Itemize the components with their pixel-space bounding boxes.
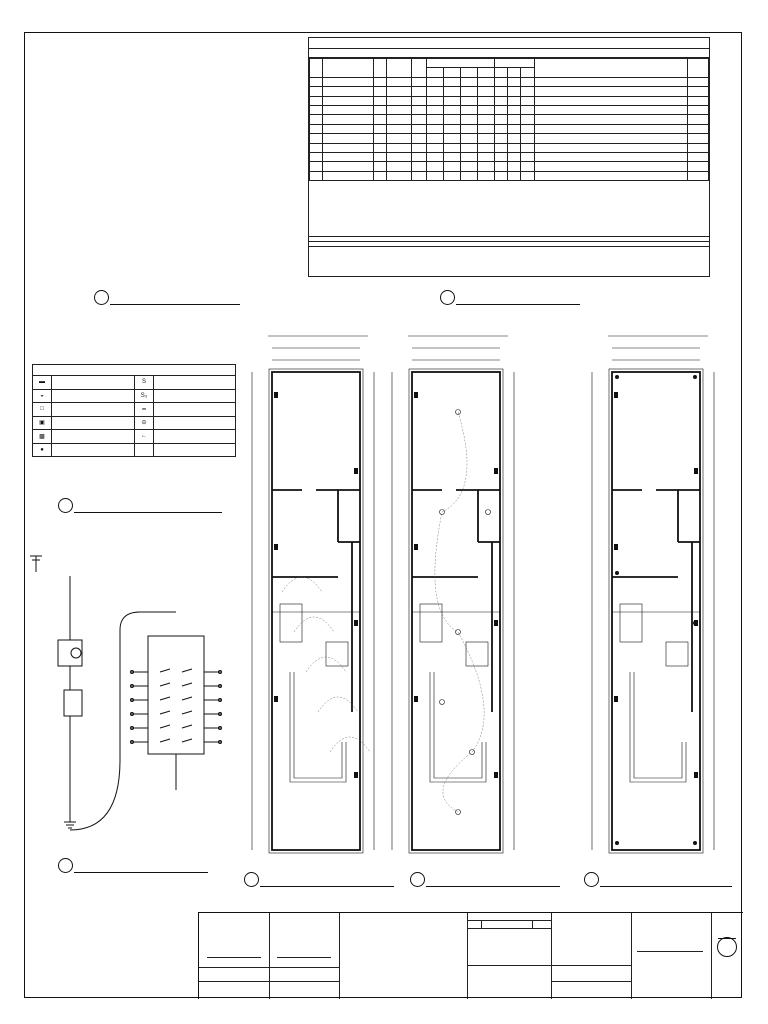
rev-col-description xyxy=(482,921,533,928)
designed-by-label xyxy=(199,913,269,917)
outlet-icon xyxy=(414,544,418,550)
outlet-icon xyxy=(414,696,418,702)
outlet-icon xyxy=(614,544,618,550)
power-circuit-run xyxy=(294,617,334,632)
designed-by-cell xyxy=(199,913,270,999)
power-circuit-run xyxy=(282,577,322,592)
hanging-lamp-icon: ⊝ xyxy=(135,416,154,430)
sheet-no-label xyxy=(711,913,741,917)
revision-cell xyxy=(467,913,552,999)
home-run-arrow-icon: ← xyxy=(135,430,154,444)
outlet-icon xyxy=(354,468,358,474)
hanging-lamp-icon xyxy=(486,510,491,515)
project-title-label xyxy=(339,913,467,917)
air-conditioning-icon: ▩ xyxy=(33,430,52,444)
power-circuit-run xyxy=(330,737,370,752)
outlet-icon xyxy=(614,696,618,702)
display-chiller-unit xyxy=(620,604,642,642)
outlet-icon xyxy=(614,392,618,398)
cctv-camera-icon xyxy=(615,841,619,845)
rev-col-date xyxy=(533,921,551,928)
display-chiller-icon: □ xyxy=(33,403,52,417)
outlet-icon xyxy=(694,468,698,474)
engineer-label xyxy=(277,957,331,959)
outlet-icon xyxy=(354,772,358,778)
sheet-no-cell xyxy=(711,913,741,999)
lighting-layout-plan xyxy=(392,336,514,853)
cctv-camera-icon xyxy=(615,375,619,379)
outlet-icon xyxy=(274,696,278,702)
sheet-contents-label xyxy=(551,913,631,917)
rev-col-rev xyxy=(467,921,482,928)
outlet-icon xyxy=(274,544,278,550)
cctv-camera-icon xyxy=(693,841,697,845)
outlet-icon xyxy=(354,620,358,626)
three-way-switch-icon: S₃ xyxy=(135,389,154,403)
display-chiller-unit xyxy=(420,604,442,642)
cctv-layout-plan xyxy=(592,336,714,853)
title-block xyxy=(198,912,743,999)
cctv-camera-icon xyxy=(693,375,697,379)
owner-label xyxy=(631,913,711,917)
convenience-outlet-icon: ◒ xyxy=(33,389,52,403)
cctv-camera-icon xyxy=(693,621,697,625)
switch-icon: S xyxy=(135,376,154,390)
cashier-counter xyxy=(326,642,348,666)
cashier-counter xyxy=(466,642,488,666)
cashier-counter xyxy=(666,642,688,666)
outlet-icon xyxy=(694,772,698,778)
outlet-icon xyxy=(494,772,498,778)
sheet-number xyxy=(718,938,736,939)
display-chiller-unit xyxy=(280,604,302,642)
engineered-label xyxy=(269,913,339,917)
panel-board-icon: ▬ xyxy=(33,376,52,390)
owner-cell xyxy=(631,913,712,999)
project-title-cell xyxy=(339,913,468,999)
engineered-cell xyxy=(269,913,340,999)
freezer-icon: ▣ xyxy=(33,416,52,430)
power-layout-plan xyxy=(252,336,374,853)
revision-label xyxy=(467,913,551,921)
outlet-icon xyxy=(494,468,498,474)
hanging-lamp-icon xyxy=(456,630,461,635)
outlet-icon xyxy=(274,392,278,398)
outlet-icon xyxy=(494,620,498,626)
architect-label xyxy=(207,957,261,959)
outlet-icon xyxy=(414,392,418,398)
cctv-camera-icon xyxy=(615,571,619,575)
fluorescent-lamp-icon: ━ xyxy=(135,403,154,417)
cctv-camera-icon: ● xyxy=(33,443,52,457)
sheet-contents-cell xyxy=(551,913,632,999)
hanging-lamp-icon xyxy=(440,700,445,705)
